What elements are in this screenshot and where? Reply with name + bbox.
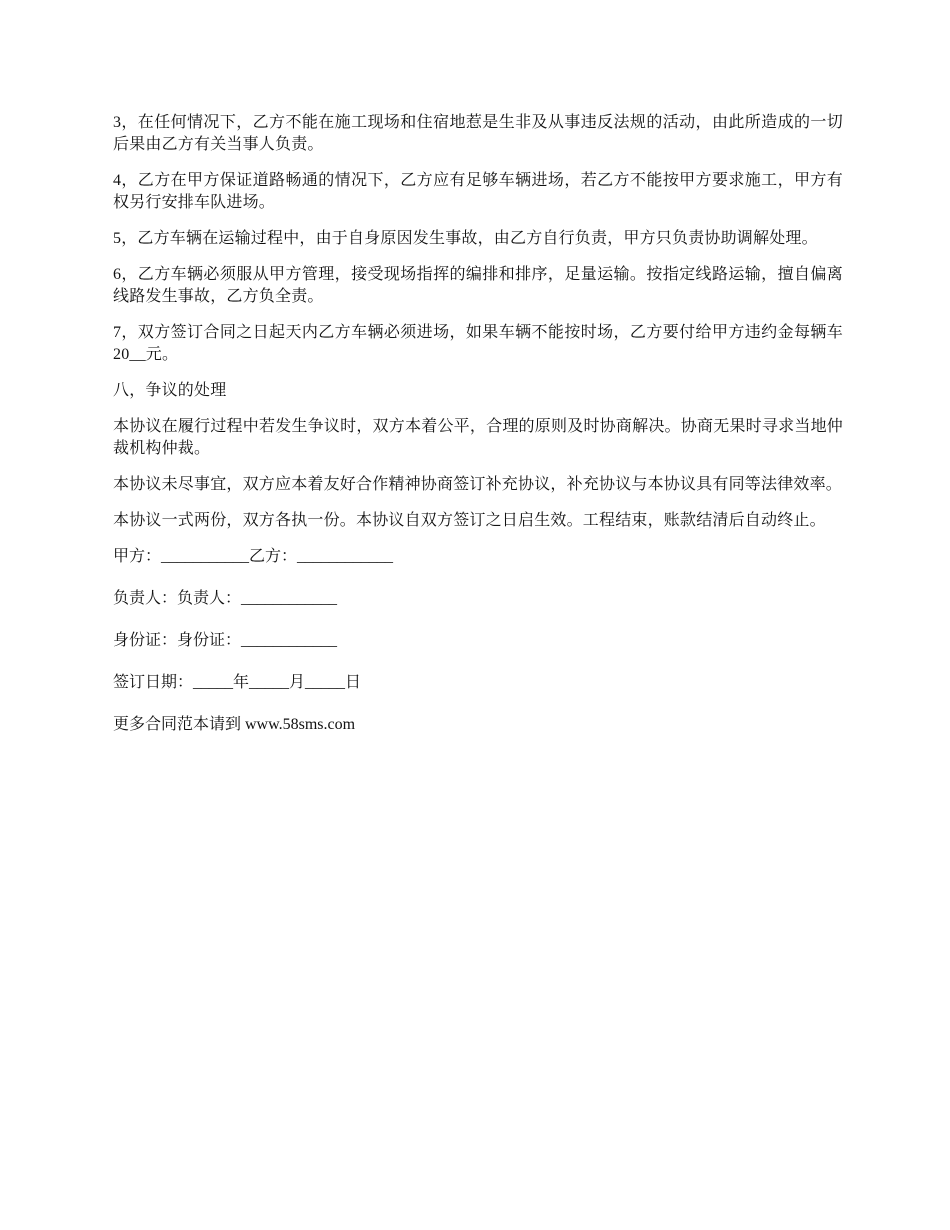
section-heading-dispute: 八，争议的处理 — [113, 382, 227, 399]
clause-7: 7，双方签订合同之日起天内乙方车辆必须进场，如果车辆不能按时场，乙方要付给甲方违约金每辆车 20__元。 — [113, 324, 843, 363]
clause-5: 5，乙方车辆在运输过程中，由于自身原因发生事故，由乙方自行负责，甲方只负责协助调解处理。 — [113, 230, 818, 247]
clause-4: 4，乙方在甲方保证道路畅通的情况下，乙方应有足够车辆进场，若乙方不能按甲方要求施工，甲方有权另行安排车队进场。 — [113, 172, 843, 211]
signing-date-line: 签订日期：_____年_____月_____日 — [113, 674, 362, 691]
clause-3: 3，在任何情况下，乙方不能在施工现场和住宿地惹是生非及从事违反法规的活动，由此所造成的一切后果由乙方有关当事人负责。 — [113, 114, 843, 153]
responsible-person-line: 负责人：负责人：____________ — [113, 590, 338, 607]
supplementary-agreement-paragraph: 本协议未尽事宜，双方应本着友好合作精神协商签订补充协议，补充协议与本协议具有同等法律效率。 — [113, 476, 843, 493]
footer-link-text: 更多合同范本请到 www.58sms.com — [113, 716, 356, 733]
dispute-resolution-paragraph: 本协议在履行过程中若发生争议时，双方本着公平，合理的原则及时协商解决。协商无果时寻求当地仲裁机构仲裁。 — [113, 418, 843, 457]
copies-effective-paragraph: 本协议一式两份，双方各执一份。本协议自双方签订之日启生效。工程结束，账款结清后自动终止。 — [113, 512, 826, 529]
clause-6: 6，乙方车辆必须服从甲方管理，接受现场指挥的编排和排序，足量运输。按指定线路运输，擅自偏离线路发生事故，乙方负全责。 — [113, 266, 843, 305]
contract-page — [113, 112, 843, 756]
id-card-line: 身份证：身份证：____________ — [113, 632, 338, 649]
party-signature-line: 甲方：___________乙方：____________ — [113, 548, 394, 565]
